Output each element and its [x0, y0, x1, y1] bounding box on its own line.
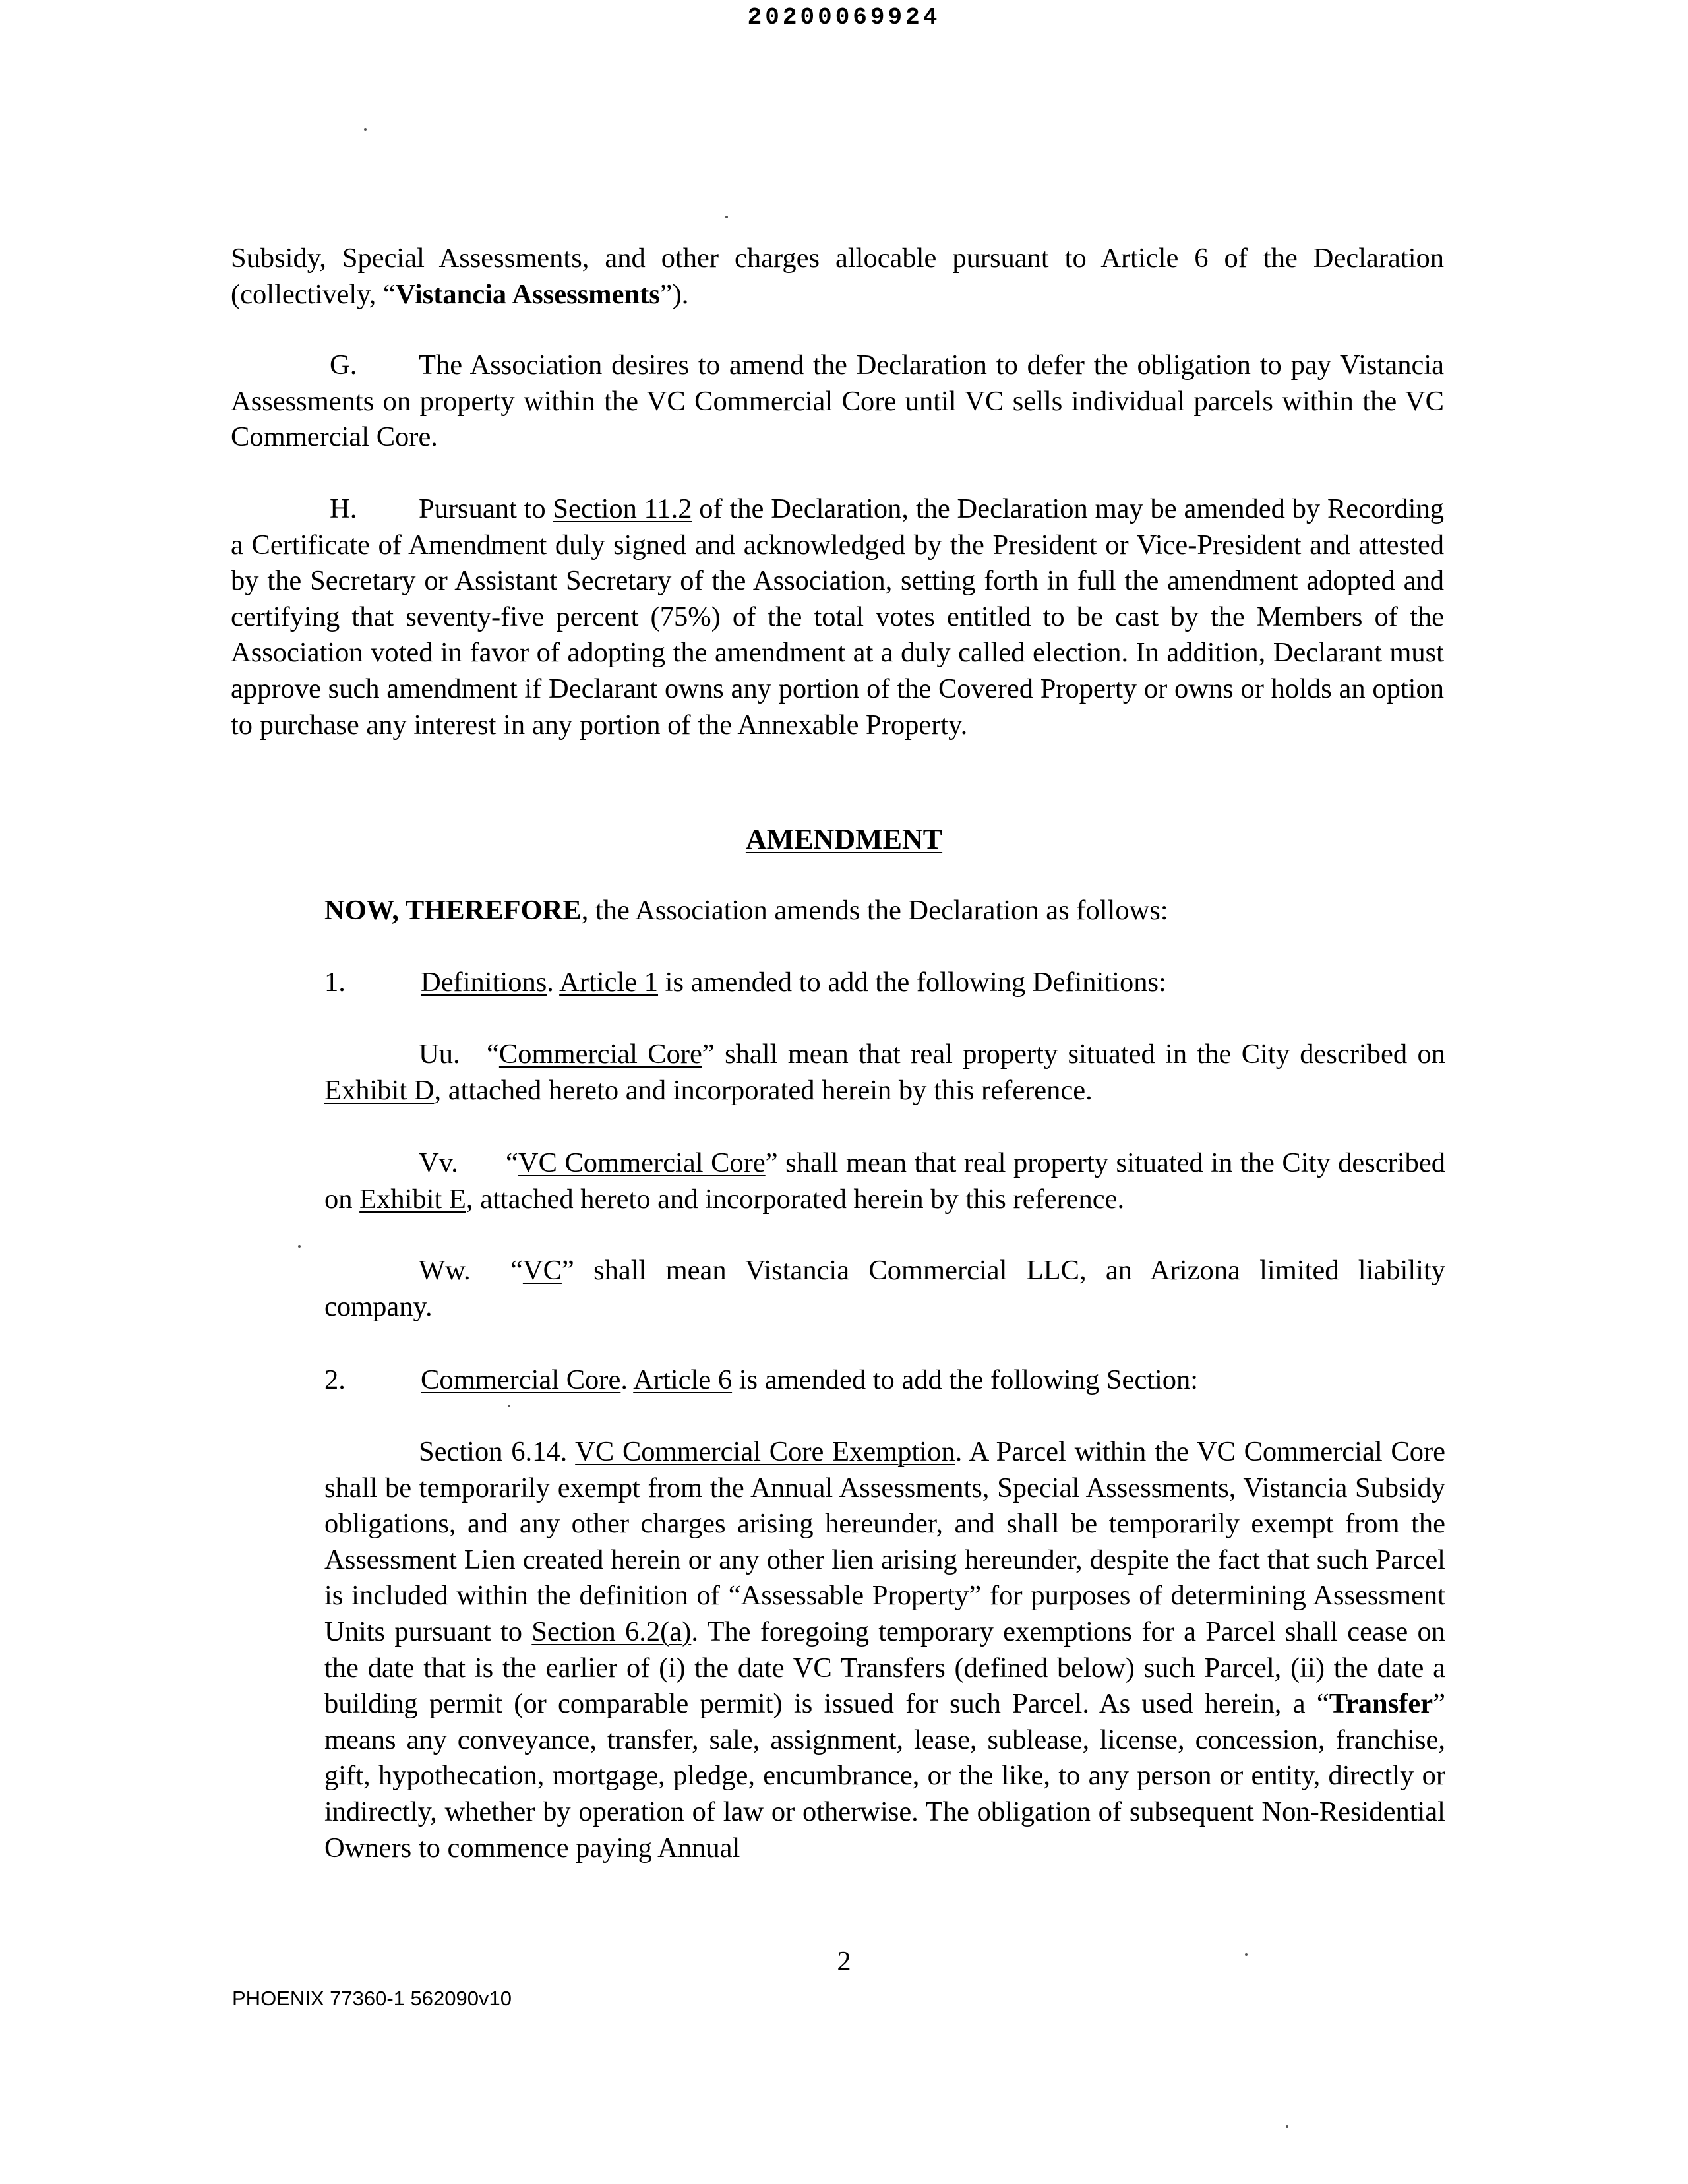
scan-speck	[508, 1405, 510, 1407]
section-6-14: Section 6.14. VC Commercial Core Exemption. A Parcel within the VC Commercial Core shall be temporarily exempt from the Annual Assessments, Special Assessments, Vistancia Subsidy obligations, and any other charges arising hereunder, and shall be temporarily exempt from the Assessment Lien created herein or any other lien arising hereunder, despite the fact that such Parcel is included within the definition of “Assessable Property” for purposes of determining Assessment Units pursuant to Section 6.2(a). The foregoing temporary exemptions for a Parcel shall cease on the date that is the earlier of (i) the date VC Transfers (defined below) such Parcel, (ii) the date a building permit (or comparable permit) is issued for such Parcel. As used herein, a “Transfer” means any conveyance, transfer, sale, assignment, lease, sublease, license, concession, franchise, gift, hypothecation, mortgage, pledge, encumbrance, or the like, to any person or entity, directly or indirectly, whether by operation of law or otherwise. The obligation of subsequent Non-Residential Owners to commence paying Annual	[324, 1436, 1445, 1864]
amendment-intro: NOW, THEREFORE, the Association amends the Declaration as follows:	[324, 895, 1168, 926]
recital-label: H.	[330, 493, 357, 524]
document-id: PHOENIX 77360-1 562090v10	[232, 1987, 512, 2010]
amendment-heading: AMENDMENT	[745, 823, 943, 855]
article-reference: Article 1	[559, 967, 659, 998]
scan-speck	[725, 216, 728, 218]
item-number: 2.	[324, 1364, 346, 1395]
item-1: 1. Definitions. Article 1 is amended to add the following Definitions:	[324, 965, 1445, 1001]
defined-term: Vistancia Assessments	[395, 278, 660, 310]
page-number: 2	[837, 1946, 851, 1977]
recital-g: G. The Association desires to amend the Declaration to defer the obligation to pay Vistancia Assessments on property within the VC Commercial Core until VC sells individual parcels within the VC Commercial Core.	[231, 348, 1444, 456]
item-title: Definitions	[421, 967, 547, 998]
item-number: 1.	[324, 967, 346, 998]
exhibit-reference: Exhibit D	[324, 1074, 435, 1106]
section-reference: Section 11.2	[553, 493, 692, 524]
exhibit-reference: Exhibit E	[359, 1183, 466, 1215]
recital-h: H. Pursuant to Section 11.2 of the Declaration, the Declaration may be amended by Recording a Certificate of Amendment duly signed and acknowledged by the President or Vice-President and attested by the Secretary or Assistant Secretary of the Association, setting forth in full the amendment adopted and certifying that seventy-five percent (75%) of the total votes entitled to be cast by the Members of the Association voted in favor of adopting the amendment at a duly called election. In addition, Declarant must approve such amendment if Declarant owns any portion of the Covered Property or owns or holds an option to purchase any interest in any portion of the Annexable Property.	[231, 491, 1444, 743]
scan-speck	[1245, 1953, 1248, 1956]
recital-continuation: Subsidy, Special Assessments, and other charges allocable pursuant to Article 6 of the Declaration (collectively, “Vistancia Assessments”).	[231, 243, 1444, 310]
definition-vv: Vv. “VC Commercial Core” shall mean that real property situated in the City described on Exhibit E, attached hereto and incorporated herein by this reference.	[324, 1145, 1445, 1217]
section-title: VC Commercial Core Exemption	[575, 1436, 955, 1467]
definition-uu: Uu. “Commercial Core” shall mean that real property situated in the City described on Exhibit D, attached hereto and incorporated herein by this reference.	[324, 1037, 1445, 1108]
definition-ww: Ww. “VC” shall mean Vistancia Commercial LLC, an Arizona limited liability company.	[324, 1253, 1445, 1325]
defined-term: Commercial Core	[498, 1039, 702, 1070]
scan-speck	[1286, 2125, 1288, 2128]
definition-label: Ww.	[419, 1255, 471, 1286]
scan-speck	[364, 128, 367, 131]
recording-number: 20200069924	[747, 4, 941, 31]
recital-label: G.	[330, 349, 357, 380]
article-reference: Article 6	[633, 1364, 733, 1395]
defined-term: VC Commercial Core	[518, 1147, 766, 1178]
item-2: 2. Commercial Core. Article 6 is amended to add the following Section:	[324, 1362, 1445, 1399]
section-reference: Section 6.2(a)	[531, 1616, 692, 1647]
scan-speck	[298, 1245, 301, 1248]
defined-term: Transfer	[1329, 1688, 1433, 1720]
defined-term: VC	[522, 1255, 562, 1286]
definition-label: Vv.	[419, 1147, 458, 1178]
item-title: Commercial Core	[421, 1364, 621, 1395]
definition-label: Uu.	[419, 1039, 460, 1070]
